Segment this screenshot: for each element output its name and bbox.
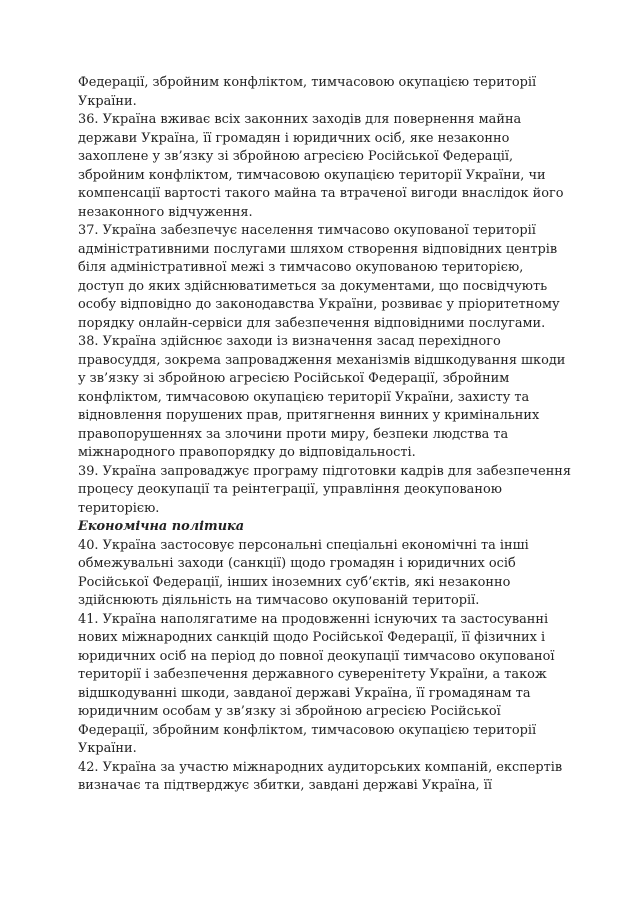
text-line: Федерації, збройним конфліктом, тимчасовою окупацією території	[78, 75, 537, 90]
text-line: 37. Україна забезпечує населення тимчасово окупованої території	[78, 223, 536, 238]
text-line: держави Україна, її громадян і юридичних осіб, яке незаконно	[78, 130, 510, 146]
text-line: у зв’язку зі збройною агресією Російської Федерації, збройним	[78, 371, 510, 386]
text-line: правопорушеннях за злочини проти миру, безпеки людства та	[78, 426, 509, 442]
text-line: незаконного відчуження.	[78, 204, 253, 220]
text-line: юридичним особам у зв’язку зі збройною агресією Російської	[78, 704, 501, 719]
text-line: міжнародного правопорядку до відповідальності.	[78, 445, 416, 460]
text-line: конфліктом, тимчасовою окупацією території України, захисту та	[78, 389, 530, 405]
text-line: компенсації вартості такого майна та втраченої вигоди внаслідок його	[78, 186, 564, 201]
text-line: визначає та підтверджує збитки, завдані державі Україна, її	[78, 778, 492, 793]
text-line: нових міжнародних санкцій щодо Російської Федерації, її фізичних і	[78, 630, 546, 645]
text-line: Федерації, збройним конфліктом, тимчасовою окупацією території	[78, 722, 537, 738]
text-line: 38. Україна здійснює заходи із визначення засад перехідного	[78, 334, 501, 349]
document-body	[78, 74, 578, 796]
text-line: доступ до яких здійснюватиметься за документами, що посвідчують	[78, 278, 548, 294]
text-line: порядку онлайн-сервіси для забезпечення відповідними послугами.	[78, 315, 546, 331]
text-line: територією.	[78, 500, 160, 516]
text-line: здійснюють діяльність на тимчасово окупованій території.	[78, 593, 480, 608]
text-line: 36. Україна вживає всіх законних заходів для повернення майна	[78, 112, 522, 127]
text-line: відновлення порушених прав, притягнення винних у кримінальних	[78, 408, 540, 423]
text-line: процесу деокупації та реінтеграції, управління деокупованою	[78, 482, 502, 497]
text-line: адміністративними послугами шляхом створення відповідних центрів	[78, 241, 558, 257]
text-line: збройним конфліктом, тимчасовою окупацією території України, чи	[78, 167, 546, 183]
text-line: біля адміністративної межі з тимчасово окупованою територією,	[78, 260, 524, 275]
text-line: особу відповідно до законодавства України, розвиває у пріоритетному	[78, 297, 560, 312]
text-line: захоплене у зв’язку зі збройною агресією Російської Федерації,	[78, 149, 514, 164]
text-line: України.	[78, 741, 137, 756]
text-line: території і забезпечення державного суверенітету України, а також	[78, 667, 547, 682]
text-line: 40. Україна застосовує персональні спеціальні економічні та інші	[78, 537, 529, 553]
text-line: юридичних осіб на період до повної деокупації тимчасово окупованої	[78, 648, 555, 664]
text-line: 41. Україна наполягатиме на продовженні існуючих та застосуванні	[78, 611, 549, 627]
section-heading: Економічна політика	[78, 519, 245, 534]
text-line: 39. Україна запроваджує програму підготовки кадрів для забезпечення	[78, 463, 572, 479]
text-line: Російської Федерації, інших іноземних суб’єктів, які незаконно	[78, 574, 511, 590]
text-line: 42. Україна за участю міжнародних аудиторських компаній, експертів	[78, 759, 563, 775]
text-line: обмежувальні заходи (санкції) щодо громадян і юридичних осіб	[78, 556, 516, 571]
text-line: України.	[78, 93, 137, 109]
text-line: правосуддя, зокрема запровадження механізмів відшкодування шкоди	[78, 352, 566, 368]
text-line: відшкодуванні шкоди, завданої державі Україна, її громадянам та	[78, 685, 531, 701]
